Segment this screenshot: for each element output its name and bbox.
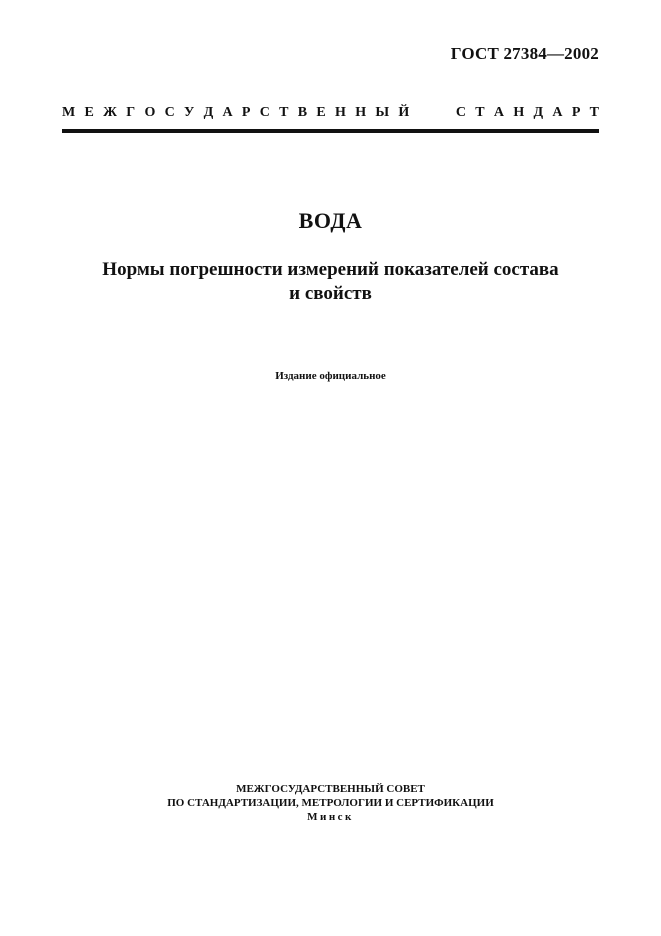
header-letter: Т — [475, 105, 485, 120]
document-number: ГОСТ 27384—2002 — [450, 44, 599, 63]
subtitle-line-2: и свойств — [289, 283, 372, 304]
word-gap — [419, 103, 447, 123]
header-letter: О — [144, 105, 156, 120]
header-letter: С — [259, 105, 270, 120]
publisher-block — [0, 782, 661, 824]
publisher-line-1: МЕЖГОСУДАРСТВЕННЫЙ СОВЕТ — [236, 783, 425, 795]
publisher-line-2: ПО СТАНДАРТИЗАЦИИ, МЕТРОЛОГИИ И СЕРТИФИКАЦИИ — [167, 797, 494, 809]
header-letter: Н — [355, 105, 367, 120]
header-letter: Н — [335, 105, 346, 120]
subtitle-line-1: Нормы погрешности измерений показателей состава — [102, 259, 559, 280]
header-letter: М — [62, 105, 76, 120]
header-letter: А — [222, 105, 233, 120]
header-letter: С — [455, 105, 466, 120]
document-title: ВОДА — [298, 208, 363, 233]
header-letter: А — [552, 105, 563, 120]
header-letter: Й — [398, 105, 410, 120]
header-letter: Т — [279, 105, 289, 120]
header-letter: А — [493, 105, 505, 120]
header-letter: Ж — [103, 105, 117, 120]
header-rule — [62, 129, 599, 133]
header-letter: С — [164, 105, 175, 120]
header-letter: Т — [589, 105, 599, 120]
standard-type-label — [62, 103, 599, 123]
header-letter: В — [297, 105, 308, 120]
header-letter: Г — [126, 105, 136, 120]
header-letter: Р — [571, 105, 581, 120]
header-letter: Ы — [375, 105, 390, 120]
header-letter: Д — [533, 105, 544, 120]
header-letter: Е — [316, 105, 326, 120]
header-letter: Е — [84, 105, 94, 120]
document-subtitle — [60, 258, 601, 306]
header-letter: У — [184, 105, 195, 120]
header-letter: Н — [513, 105, 525, 120]
standard-header — [62, 103, 599, 133]
edition-label: Издание официальное — [275, 370, 386, 382]
header-letter: Д — [203, 105, 214, 120]
publisher-city: Минск — [307, 811, 354, 823]
header-letter: Р — [241, 105, 251, 120]
